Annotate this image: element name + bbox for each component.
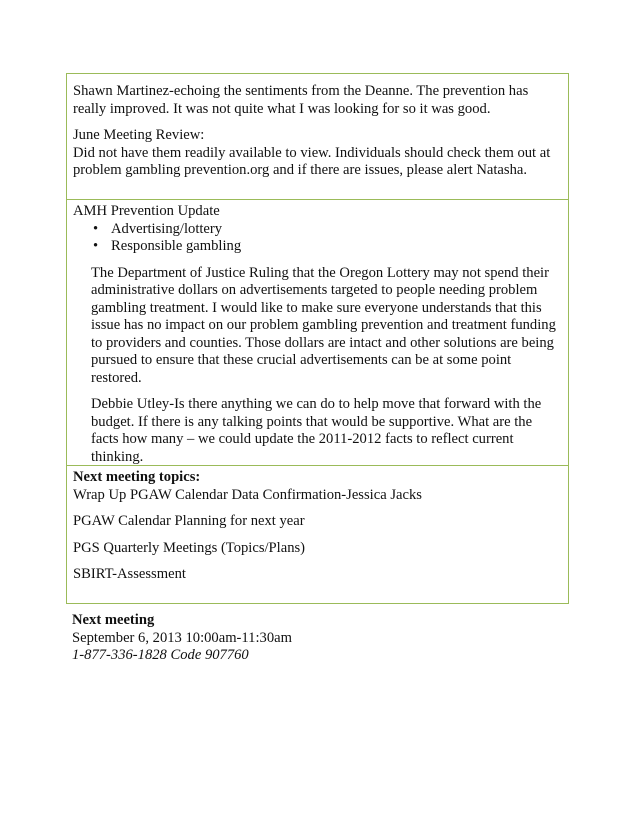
june-review-title: June Meeting Review: (73, 127, 205, 143)
shawn-comment: Shawn Martinez-echoing the sentiments from the Deanne. The prevention has really improved. It was not quite what I was looking for so it was good. (73, 83, 529, 117)
row-next-topics (67, 466, 568, 603)
next-topics-title: Next meeting topics: (73, 469, 201, 485)
list-item: • Responsible gambling (93, 238, 242, 254)
topic-item: PGAW Calendar Planning for next year (73, 513, 305, 529)
topic-item: SBIRT-Assessment (73, 566, 186, 582)
doj-ruling-paragraph: The Department of Justice Ruling that the Oregon Lottery may not spend their administrative dollars on advertisements targeted to people needing problem gambling treatment. I would like to make sure everyone understands that this issue has no impact on our problem gambling prevention and treatment funding to providers and counties. Those dollars are intact and other solutions are being pursued to ensure that these crucial advertisements can be at some point restored. (91, 264, 556, 386)
amh-bullet-list (73, 221, 562, 256)
row-amh-update (67, 200, 568, 466)
topic-item: PGS Quarterly Meetings (Topics/Plans) (73, 539, 306, 556)
next-meeting-date: September 6, 2013 10:00am-11:30am (72, 629, 292, 646)
amh-title: AMH Prevention Update (73, 203, 220, 219)
debbie-comment: Debbie Utley-Is there anything we can do to help move that forward with the budget. If there is any talking points that would be supportive. What are the facts how many – we could update the 2011-2012 facts to reflect current thinking. (91, 396, 542, 465)
june-review-body: Did not have them readily available to view. Individuals should check them out at problem gambling prevention.org and if there are issues, please alert Natasha. (73, 144, 551, 178)
row-review (67, 74, 568, 200)
topic-item: Wrap Up PGAW Calendar Data Confirmation-Jessica Jacks (73, 486, 422, 503)
next-meeting-phone: 1-877-336-1828 Code 907760 (72, 647, 249, 663)
bullet-icon: • (93, 238, 99, 254)
minutes-table (66, 73, 569, 604)
next-meeting-title: Next meeting (72, 612, 155, 628)
bullet-icon: • (93, 220, 99, 237)
next-meeting-block (72, 612, 292, 665)
list-item: • Advertising/lottery (93, 220, 223, 237)
